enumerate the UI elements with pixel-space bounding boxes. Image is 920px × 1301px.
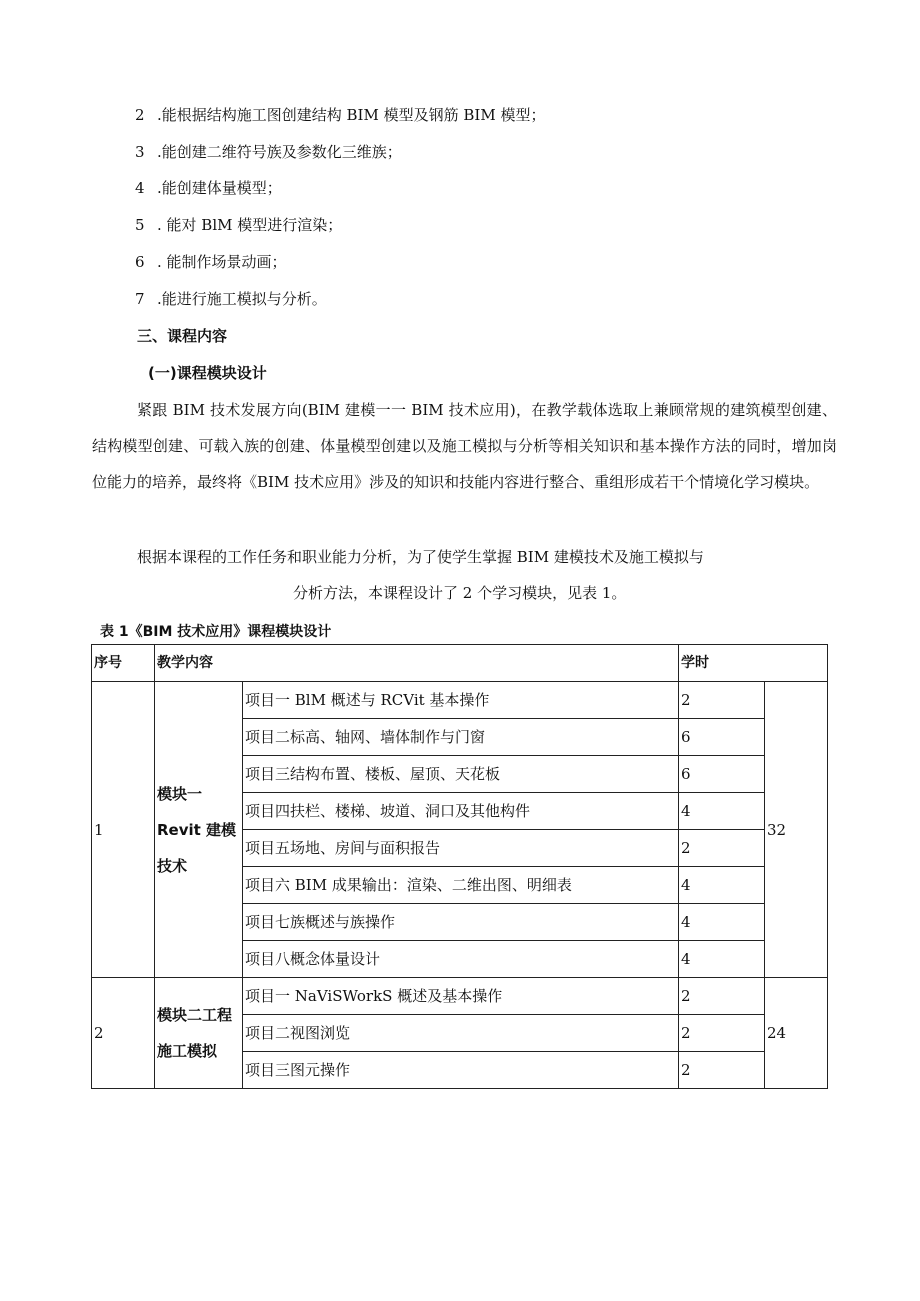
project-hours: 4 bbox=[679, 904, 765, 941]
table-caption: 表 1《BIM 技术应用》课程模块设计 bbox=[100, 624, 332, 640]
project-title: 项目一 BlM 概述与 RCVit 基本操作 bbox=[243, 682, 679, 719]
body-paragraph: 紧跟 BIM 技术发展方向(BIM 建模一一 BIM 技术应用)，在教学载体选取上兼顾常规的建筑模型创建、结构模型创建、可载入族的创建、体量模型创建以及施工模拟与分析等相关知识和基本操作方法的同时，增加岗位能力的培养，最终将《BIM 技术应用》涉及的知识和技能内容进行整合、重组形成若干个情境化学习模块。 bbox=[92, 401, 837, 491]
project-title: 项目一 NaViSWorkS 概述及基本操作 bbox=[243, 978, 679, 1015]
subsection-title: (一)课程模块设计 bbox=[148, 364, 267, 382]
project-title: 项目三结构布置、楼板、屋顶、天花板 bbox=[243, 756, 679, 793]
project-hours: 6 bbox=[679, 756, 765, 793]
project-hours: 4 bbox=[679, 867, 765, 904]
project-hours: 2 bbox=[679, 978, 765, 1015]
list-number: 3 bbox=[135, 143, 145, 161]
project-hours: 4 bbox=[679, 793, 765, 830]
module-name bbox=[155, 978, 243, 1089]
module-total-hours: 32 bbox=[765, 682, 828, 978]
list-number: 5 bbox=[135, 216, 145, 234]
list-number: 7 bbox=[135, 290, 145, 308]
header-content: 教学内容 bbox=[155, 645, 679, 682]
table-row bbox=[92, 682, 828, 719]
list-item bbox=[135, 215, 342, 235]
header-no: 序号 bbox=[92, 645, 155, 682]
list-text: . 能制作场景动画； bbox=[157, 253, 287, 271]
body-paragraph-line: 根据本课程的工作任务和职业能力分析，为了使学生掌握 BIM 建模技术及施工模拟与 bbox=[137, 548, 704, 566]
module-number: 2 bbox=[92, 978, 155, 1089]
list-number: 4 bbox=[135, 179, 145, 197]
module-name-line: 模块一 bbox=[157, 784, 203, 803]
list-text: .能根据结构施工图创建结构 BIM 模型及钢筋 BIM 模型； bbox=[157, 106, 546, 124]
list-number: 6 bbox=[135, 253, 145, 271]
list-text: .能进行施工模拟与分析。 bbox=[157, 290, 327, 308]
project-hours: 2 bbox=[679, 682, 765, 719]
module-name bbox=[155, 682, 243, 978]
project-hours: 4 bbox=[679, 941, 765, 978]
list-item bbox=[135, 105, 545, 125]
list-text: .能创建体量模型； bbox=[157, 179, 282, 197]
module-name-line: 施工模拟 bbox=[157, 1042, 218, 1060]
project-title: 项目二视图浏览 bbox=[243, 1015, 679, 1052]
project-title: 项目六 BIM 成果输出：渲染、二维出图、明细表 bbox=[243, 867, 679, 904]
table-header-row bbox=[92, 645, 828, 682]
project-title: 项目五场地、房间与面积报告 bbox=[243, 830, 679, 867]
module-name-line: Revit 建模 bbox=[157, 820, 237, 839]
project-title: 项目二标高、轴网、墙体制作与门窗 bbox=[243, 719, 679, 756]
project-title: 项目七族概述与族操作 bbox=[243, 904, 679, 941]
list-item bbox=[135, 252, 287, 272]
list-text: .能创建二维符号族及参数化三维族； bbox=[157, 143, 402, 161]
module-table bbox=[91, 644, 828, 1089]
list-item bbox=[135, 142, 402, 162]
module-name-line: 模块二工程 bbox=[157, 1006, 233, 1024]
list-number: 2 bbox=[135, 106, 145, 124]
body-paragraph-line: 分析方法，本课程设计了 2 个学习模块，见表 1。 bbox=[293, 584, 627, 602]
header-hours: 学时 bbox=[679, 645, 828, 682]
project-title: 项目四扶栏、楼梯、坡道、洞口及其他构件 bbox=[243, 793, 679, 830]
module-number: 1 bbox=[92, 682, 155, 978]
project-hours: 2 bbox=[679, 830, 765, 867]
project-hours: 2 bbox=[679, 1015, 765, 1052]
section-title: 三、课程内容 bbox=[137, 327, 228, 345]
table-row bbox=[92, 978, 828, 1015]
list-item bbox=[135, 289, 327, 309]
module-name-line: 技术 bbox=[157, 856, 188, 875]
project-title: 项目八概念体量设计 bbox=[243, 941, 679, 978]
module-total-hours: 24 bbox=[765, 978, 828, 1089]
project-title: 项目三图元操作 bbox=[243, 1052, 679, 1089]
list-item bbox=[135, 178, 282, 198]
project-hours: 2 bbox=[679, 1052, 765, 1089]
list-text: . 能对 BlM 模型进行渲染； bbox=[157, 216, 343, 234]
project-hours: 6 bbox=[679, 719, 765, 756]
